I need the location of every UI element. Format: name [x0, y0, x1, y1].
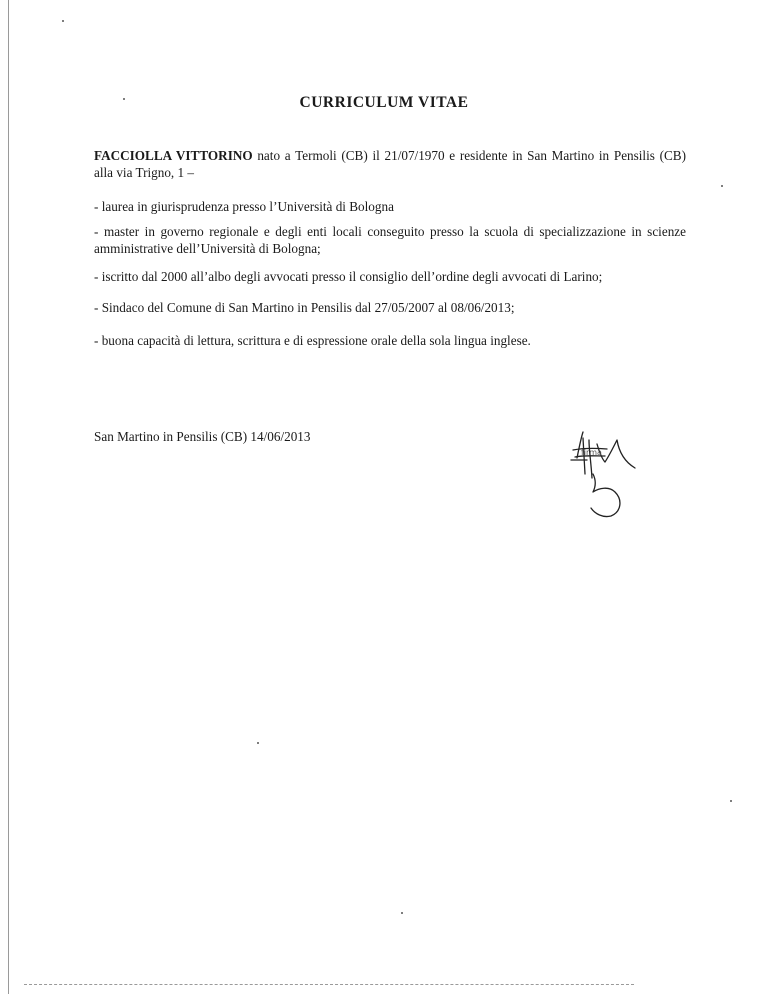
scan-speck	[721, 185, 723, 187]
cv-item-language: - buona capacità di lettura, scrittura e di espressione orale della sola lingua inglese.	[94, 333, 531, 348]
scan-speck	[730, 800, 732, 802]
scan-speck	[401, 912, 403, 914]
document-title: CURRICULUM VITAE	[299, 94, 469, 111]
scan-bottom-rule	[24, 984, 634, 985]
cv-item-master: - master in governo regionale e degli enti locali conseguito presso la scuola di specializzazione in scienze amministrative dell’Università di Bologna;	[94, 224, 686, 256]
intro-text: nato a Termoli (CB) il 21/07/1970 e residente in San Martino in Pensilis (CB) alla via Trigno, 1 –	[94, 148, 686, 180]
scan-speck	[257, 742, 259, 744]
candidate-name: FACCIOLLA VITTORINO	[94, 148, 253, 163]
scan-speck	[62, 20, 64, 22]
place-and-date: San Martino in Pensilis (CB) 14/06/2013	[94, 429, 311, 444]
cv-item-mayor: - Sindaco del Comune di San Martino in Pensilis dal 27/05/2007 al 08/06/2013;	[94, 300, 515, 315]
intro-paragraph	[94, 147, 686, 181]
cv-item-bar-registration: - iscritto dal 2000 all’albo degli avvocati presso il consiglio dell’ordine degli avvocati di Larino;	[94, 269, 603, 284]
svg-text:firma: firma	[581, 448, 602, 457]
scan-left-edge	[8, 0, 9, 994]
cv-item-degree: - laurea in giurisprudenza presso l’Università di Bologna	[94, 199, 394, 214]
handwritten-signature	[567, 430, 639, 520]
scan-speck	[123, 98, 125, 100]
